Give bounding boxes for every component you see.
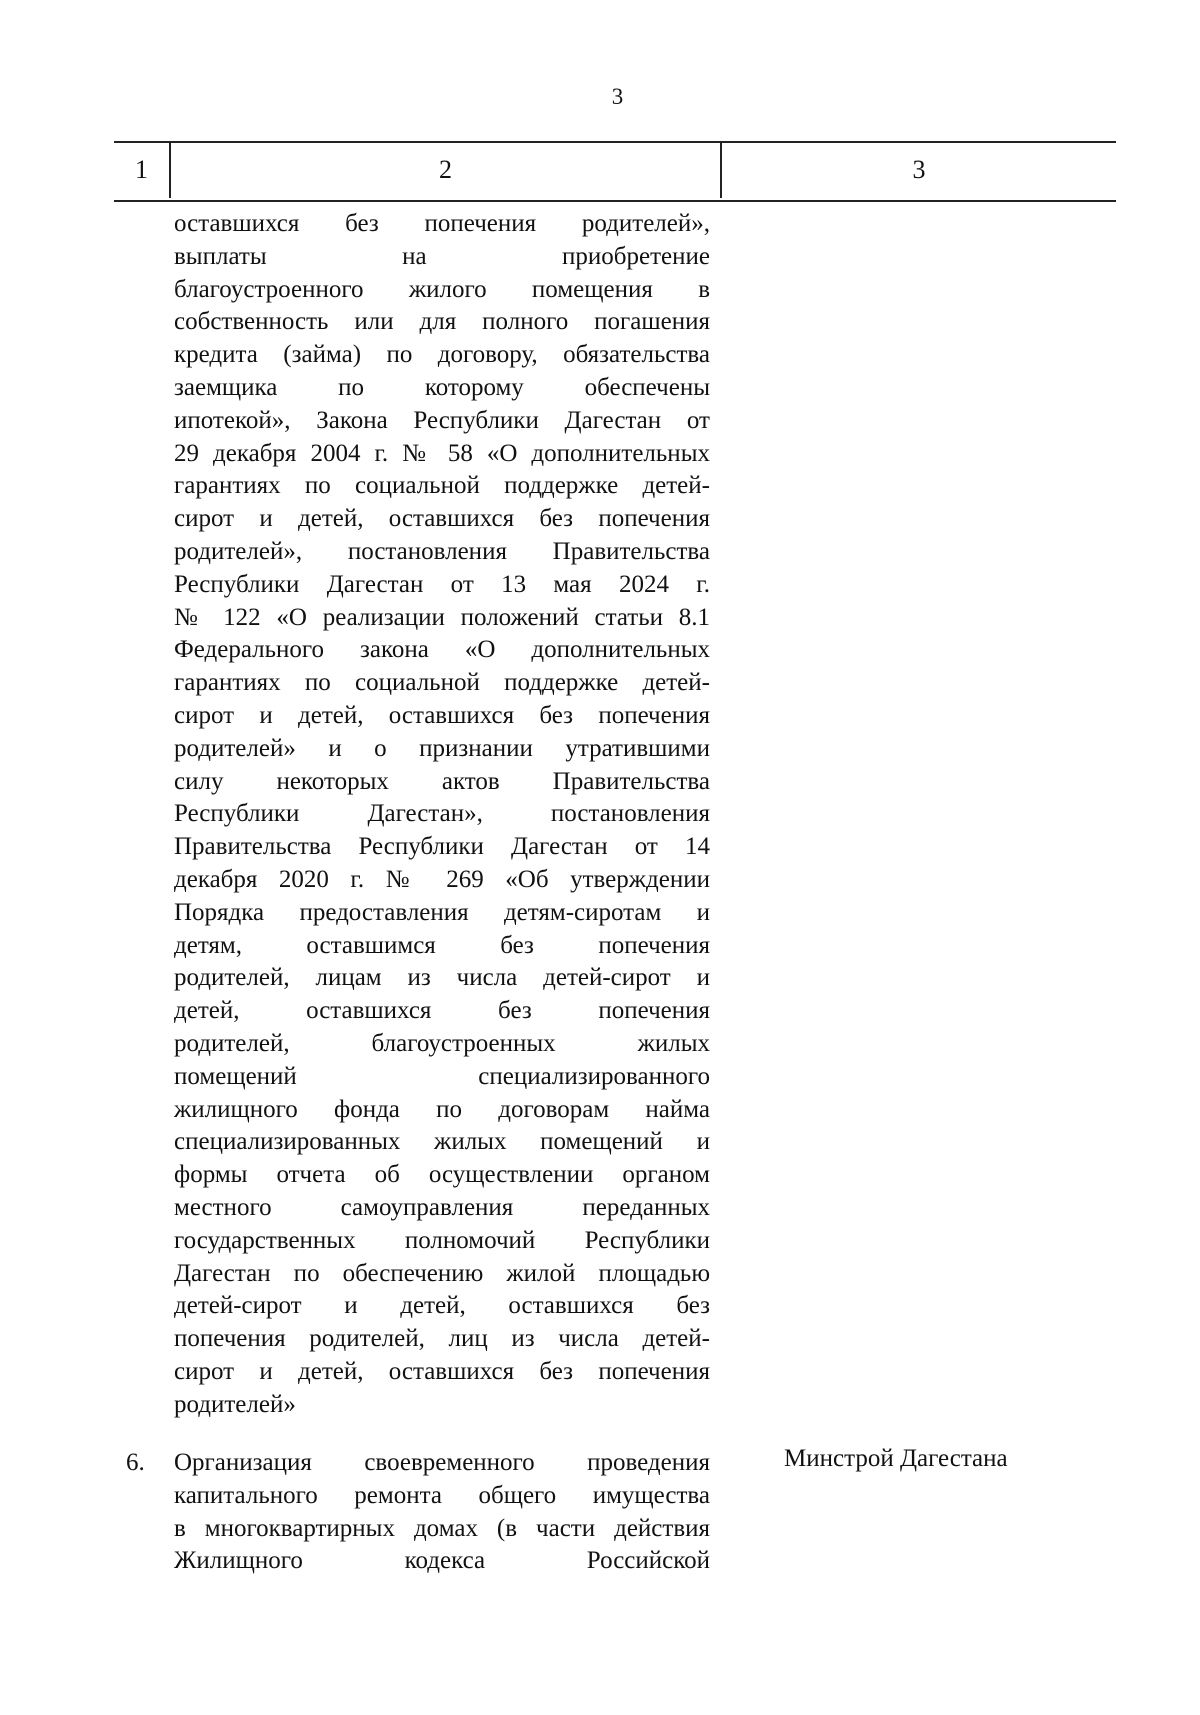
table-header-row <box>114 141 1116 202</box>
text-line: оставшихся без попечения родителей», <box>174 210 710 237</box>
header-col-2: 2 <box>439 155 452 184</box>
text-line: декабря 2020 г. № 269 «Об утверждении <box>174 865 710 893</box>
text-line: помещений специализированного <box>174 1062 710 1090</box>
header-col-1: 1 <box>135 155 148 184</box>
text-line: родителей» <box>174 1390 296 1418</box>
text-line: сирот и детей, оставшихся без попечения <box>174 505 710 533</box>
text-line: специализированных жилых помещений и <box>174 1128 710 1156</box>
text-line: формы отчета об осуществлении органом <box>174 1161 710 1189</box>
text-line: родителей», постановления Правительства <box>174 537 710 565</box>
text-line: детям, оставшимся без попечения <box>174 931 710 959</box>
text-line: Федерального закона «О дополнительных <box>174 636 710 664</box>
text-line: гарантиях по социальной поддержке детей- <box>174 669 710 697</box>
text-line: Порядка предоставления детям-сиротам и <box>174 898 710 926</box>
text-line: детей, оставшихся без попечения <box>174 997 710 1025</box>
text-line: 29 декабря 2004 г. № 58 «О дополнительных <box>174 439 710 467</box>
text-line: родителей» и о признании утратившими <box>174 734 710 762</box>
text-line: заемщика по которому обеспечены <box>174 373 710 401</box>
text-line: родителей, благоустроенных жилых <box>174 1029 710 1057</box>
text-line: капитального ремонта общего имущества <box>174 1481 710 1509</box>
text-line: родителей, лицам из числа детей-сирот и <box>174 964 710 992</box>
text-line: сирот и детей, оставшихся без попечения <box>174 1357 710 1385</box>
text-line: попечения родителей, лиц из числа детей- <box>174 1325 710 1353</box>
text-line: Жилищного кодекса Российской <box>174 1547 710 1575</box>
text-line: № 122 «О реализации положений статьи 8.1 <box>174 603 710 631</box>
continued-item-text <box>174 208 710 1421</box>
row-6-responsible: Минстрой Дагестана <box>784 1445 1008 1472</box>
text-line: детей-сирот и детей, оставшихся без <box>174 1292 710 1320</box>
text-line: Организация своевременного проведения <box>174 1449 710 1476</box>
text-line: Республики Дагестан», постановления <box>174 800 710 828</box>
text-line: силу некоторых актов Правительства <box>174 767 710 795</box>
header-col-3: 3 <box>912 155 926 184</box>
text-line: Республики Дагестан от 13 мая 2024 г. <box>174 570 710 598</box>
text-line: выплаты на приобретение <box>174 242 710 270</box>
page-number: 3 <box>611 84 624 109</box>
text-line: местного самоуправления переданных <box>174 1193 710 1221</box>
text-line: в многоквартирных домах (в части действия <box>174 1514 710 1542</box>
text-line: государственных полномочий Республики <box>174 1226 710 1254</box>
row-6-text <box>174 1447 710 1578</box>
text-line: ипотекой», Закона Республики Дагестан от <box>174 406 710 434</box>
text-line: собственность или для полного погашения <box>174 308 710 336</box>
text-line: Правительства Республики Дагестан от 14 <box>174 833 710 861</box>
text-line: кредита (займа) по договору, обязательства <box>174 341 710 369</box>
text-line: гарантиях по социальной поддержке детей- <box>174 472 710 500</box>
row-number: 6. <box>126 1449 145 1476</box>
text-line: Дагестан по обеспечению жилой площадью <box>174 1259 710 1287</box>
text-line: сирот и детей, оставшихся без попечения <box>174 701 710 729</box>
text-line: жилищного фонда по договорам найма <box>174 1095 710 1123</box>
text-line: благоустроенного жилого помещения в <box>174 275 710 303</box>
